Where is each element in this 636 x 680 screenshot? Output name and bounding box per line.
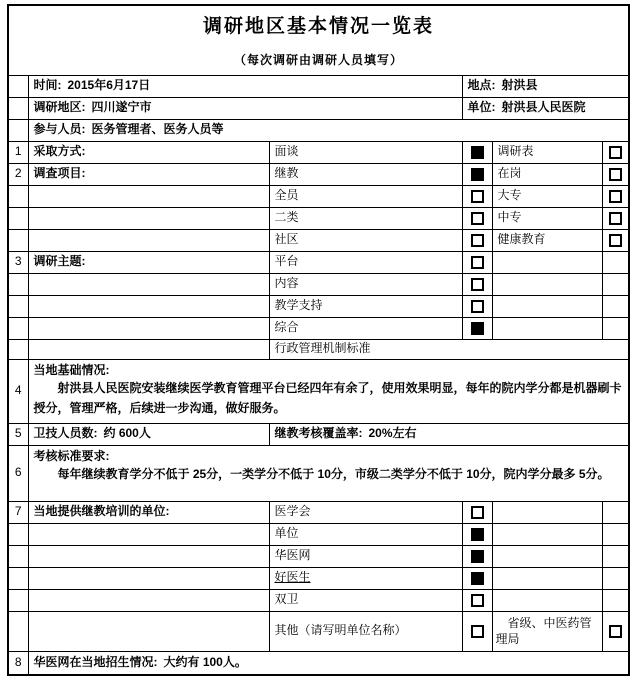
empty-cell xyxy=(28,545,269,567)
empty-cell xyxy=(28,185,269,207)
empty-number-cell xyxy=(8,523,28,545)
option-label: 面谈 xyxy=(269,141,462,163)
table-row xyxy=(8,251,629,273)
checkbox[interactable] xyxy=(471,234,484,247)
option-label: 省级、中医药管理局 xyxy=(492,611,602,651)
table-row xyxy=(8,445,629,501)
table-row xyxy=(8,611,629,651)
checkbox-cell xyxy=(462,611,492,651)
topic-label: 调研主题: xyxy=(28,251,269,273)
empty-cell xyxy=(602,589,629,611)
table-row xyxy=(8,523,629,545)
empty-cell xyxy=(492,589,602,611)
table-row xyxy=(8,545,629,567)
option-label xyxy=(269,567,462,589)
checkbox[interactable] xyxy=(471,256,484,269)
checkbox[interactable] xyxy=(471,550,484,563)
table-row xyxy=(8,423,629,445)
time-value: 2015年6月17日 xyxy=(67,78,151,93)
empty-number-cell xyxy=(8,317,28,339)
checkbox-cell xyxy=(602,611,629,651)
unit-value: 射洪县人民医院 xyxy=(501,100,586,115)
empty-number-cell xyxy=(8,339,28,359)
checkbox[interactable] xyxy=(471,528,484,541)
enrollment-cell xyxy=(28,651,629,675)
table-row xyxy=(8,501,629,523)
participants-label: 参与人员: xyxy=(33,122,86,137)
option-label: 综合 xyxy=(269,317,462,339)
empty-number-cell xyxy=(8,545,28,567)
coverage-label: 继教考核覆盖率: xyxy=(274,426,363,441)
survey-table xyxy=(7,4,630,676)
empty-cell xyxy=(602,545,629,567)
checkbox-cell xyxy=(462,251,492,273)
checkbox[interactable] xyxy=(609,212,622,225)
option-label: 继教 xyxy=(269,163,462,185)
table-row xyxy=(8,589,629,611)
unit-label: 单位: xyxy=(467,100,496,115)
basic-situation-body: 射洪县人民医院安装继续医学教育管理平台已经四年有余了，使用效果明显，每年的院内学分都是机器刷卡授分，管理严格，后续进一步沟通，做好服务。 xyxy=(33,381,622,416)
region-cell xyxy=(28,97,462,119)
empty-cell xyxy=(28,295,269,317)
table-row xyxy=(8,567,629,589)
empty-number-cell xyxy=(8,207,28,229)
unit-cell xyxy=(462,97,629,119)
basic-situation-cell xyxy=(28,359,629,423)
empty-cell xyxy=(492,545,602,567)
row-number: 7 xyxy=(8,501,28,523)
table-row xyxy=(8,339,629,359)
checkbox[interactable] xyxy=(471,572,484,585)
table-row xyxy=(8,317,629,339)
row-number: 3 xyxy=(8,251,28,273)
row-number: 5 xyxy=(8,423,28,445)
checkbox[interactable] xyxy=(471,506,484,519)
checkbox-cell xyxy=(462,295,492,317)
assessment-body: 每年继续教育学分不低于 25分，一类学分不低于 10分，市级二类学分不低于 10分，院内学分最多 5分。 xyxy=(57,467,610,482)
option-label: 二类 xyxy=(269,207,462,229)
region-label: 调研地区: xyxy=(33,100,86,115)
title-cell xyxy=(8,5,629,75)
checkbox-cell xyxy=(602,207,629,229)
empty-number-cell xyxy=(8,589,28,611)
option-label: 医学会 xyxy=(269,501,462,523)
participants-cell xyxy=(28,119,629,141)
empty-number-cell xyxy=(8,611,28,651)
table-row xyxy=(8,273,629,295)
option-label: 全员 xyxy=(269,185,462,207)
option-label: 华医网 xyxy=(269,545,462,567)
empty-cell xyxy=(602,501,629,523)
checkbox[interactable] xyxy=(471,190,484,203)
empty-cell xyxy=(602,523,629,545)
option-label: 健康教育 xyxy=(492,229,602,251)
empty-cell xyxy=(28,523,269,545)
checkbox[interactable] xyxy=(471,322,484,335)
empty-number-cell xyxy=(8,119,28,141)
table-row xyxy=(8,359,629,423)
empty-number-cell xyxy=(8,97,28,119)
empty-cell xyxy=(28,589,269,611)
option-label: 其他（请写明单位名称） xyxy=(269,611,462,651)
checkbox[interactable] xyxy=(471,146,484,159)
checkbox-cell xyxy=(462,589,492,611)
underlined-option: 好医生 xyxy=(274,570,311,585)
empty-cell xyxy=(28,273,269,295)
checkbox-cell xyxy=(602,185,629,207)
checkbox-cell xyxy=(462,545,492,567)
checkbox-cell xyxy=(602,141,629,163)
checkbox[interactable] xyxy=(609,190,622,203)
empty-number-cell xyxy=(8,229,28,251)
checkbox[interactable] xyxy=(609,234,622,247)
checkbox-cell xyxy=(462,317,492,339)
row-number: 4 xyxy=(8,359,28,423)
empty-cell xyxy=(28,567,269,589)
items-label: 调查项目: xyxy=(28,163,269,185)
region-value: 四川遂宁市 xyxy=(91,100,152,115)
row-number: 6 xyxy=(8,445,28,501)
row-number: 2 xyxy=(8,163,28,185)
table-row xyxy=(8,163,629,185)
checkbox[interactable] xyxy=(609,625,622,638)
checkbox-cell xyxy=(462,207,492,229)
page-subtitle: （每次调研由调研人员填写） xyxy=(234,52,404,67)
checkbox[interactable] xyxy=(471,168,484,181)
checkbox[interactable] xyxy=(471,300,484,313)
checkbox-cell xyxy=(462,523,492,545)
option-label: 调研表 xyxy=(492,141,602,163)
option-label: 单位 xyxy=(269,523,462,545)
empty-cell xyxy=(602,273,629,295)
checkbox-cell xyxy=(462,501,492,523)
coverage-cell xyxy=(269,423,629,445)
empty-cell xyxy=(492,273,602,295)
table-row xyxy=(8,229,629,251)
staff-count-label: 卫技人员数: xyxy=(33,426,98,441)
row-number: 1 xyxy=(8,141,28,163)
empty-number-cell xyxy=(8,75,28,97)
table-row xyxy=(8,141,629,163)
enrollment-value: 大约有 100人。 xyxy=(163,654,247,669)
option-label: 平台 xyxy=(269,251,462,273)
option-label: 大专 xyxy=(492,185,602,207)
table-row xyxy=(8,185,629,207)
checkbox[interactable] xyxy=(471,212,484,225)
staff-count-cell xyxy=(28,423,269,445)
option-label: 双卫 xyxy=(269,589,462,611)
option-label: 中专 xyxy=(492,207,602,229)
empty-cell xyxy=(28,611,269,651)
empty-cell xyxy=(492,501,602,523)
coverage-value: 20%左右 xyxy=(368,426,417,441)
admin-standard-label: 行政管理机制标准 xyxy=(269,339,629,359)
empty-cell xyxy=(28,207,269,229)
method-label: 采取方式: xyxy=(28,141,269,163)
empty-cell xyxy=(28,339,269,359)
empty-cell xyxy=(492,567,602,589)
empty-number-cell xyxy=(8,185,28,207)
time-cell xyxy=(28,75,462,97)
option-label: 内容 xyxy=(269,273,462,295)
checkbox-cell xyxy=(462,185,492,207)
staff-count-value: 约 600人 xyxy=(103,426,151,441)
option-label: 教学支持 xyxy=(269,295,462,317)
table-row xyxy=(8,295,629,317)
empty-cell xyxy=(492,295,602,317)
empty-cell xyxy=(28,229,269,251)
checkbox[interactable] xyxy=(471,594,484,607)
row-number: 8 xyxy=(8,651,28,675)
checkbox[interactable] xyxy=(471,278,484,291)
checkbox-cell xyxy=(462,229,492,251)
checkbox[interactable] xyxy=(609,146,622,159)
empty-cell xyxy=(28,317,269,339)
place-label: 地点: xyxy=(467,78,496,93)
assessment-heading: 考核标准要求: xyxy=(33,448,110,463)
checkbox-cell xyxy=(462,141,492,163)
checkbox-cell xyxy=(602,229,629,251)
table-row xyxy=(8,651,629,675)
empty-cell xyxy=(602,567,629,589)
time-label: 时间: xyxy=(33,78,62,93)
checkbox-cell xyxy=(602,163,629,185)
empty-cell xyxy=(492,251,602,273)
basic-situation-heading: 当地基础情况: xyxy=(33,362,110,377)
checkbox-cell xyxy=(462,273,492,295)
checkbox[interactable] xyxy=(609,168,622,181)
empty-cell xyxy=(492,523,602,545)
enrollment-label: 华医网在当地招生情况: xyxy=(33,654,158,669)
participants-value: 医务管理者、医务人员等 xyxy=(91,122,224,137)
empty-cell xyxy=(602,295,629,317)
place-cell xyxy=(462,75,629,97)
checkbox[interactable] xyxy=(471,625,484,638)
page-title: 调研地区基本情况一览表 xyxy=(203,16,435,37)
providers-label: 当地提供继教培训的单位: xyxy=(28,501,269,523)
place-value: 射洪县 xyxy=(501,78,538,93)
assessment-cell xyxy=(28,445,629,501)
empty-number-cell xyxy=(8,567,28,589)
table-row xyxy=(8,207,629,229)
checkbox-cell xyxy=(462,567,492,589)
empty-number-cell xyxy=(8,273,28,295)
empty-cell xyxy=(602,251,629,273)
empty-cell xyxy=(492,317,602,339)
empty-number-cell xyxy=(8,295,28,317)
empty-cell xyxy=(602,317,629,339)
option-label: 社区 xyxy=(269,229,462,251)
checkbox-cell xyxy=(462,163,492,185)
option-label: 在岗 xyxy=(492,163,602,185)
